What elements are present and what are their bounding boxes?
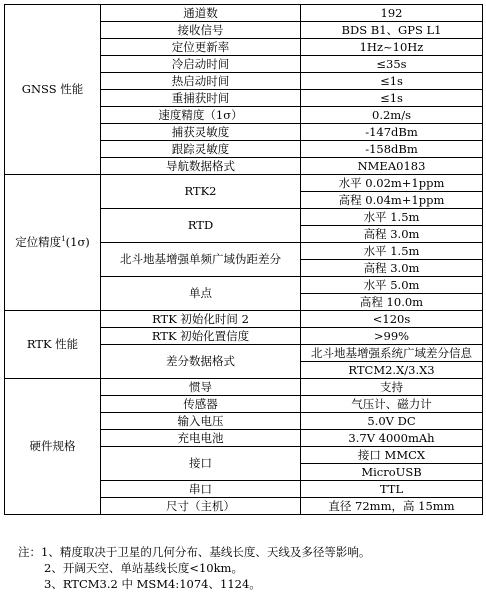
gnss-value: BDS B1、GPS L1 xyxy=(301,22,483,39)
table-row xyxy=(5,5,483,22)
rtk-value: >99% xyxy=(301,328,483,345)
table-row xyxy=(5,311,483,328)
hardware-label: 传感器 xyxy=(101,396,301,413)
gnss-value: -158dBm xyxy=(301,141,483,158)
hardware-value: 气压计、磁力计 xyxy=(301,396,483,413)
rtk-value: RTCM2.X/3.X3 xyxy=(301,362,483,379)
positioning-vertical: 高程 10.0m xyxy=(301,294,483,311)
footnotes xyxy=(18,544,484,592)
gnss-label: 冷启动时间 xyxy=(101,56,301,73)
positioning-horizontal: 水平 0.02m+1ppm xyxy=(301,175,483,192)
rtk-label: RTK 初始化时间 2 xyxy=(101,311,301,328)
positioning-vertical: 高程 3.0m xyxy=(301,226,483,243)
gnss-label: 接收信号 xyxy=(101,22,301,39)
gnss-label: 跟踪灵敏度 xyxy=(101,141,301,158)
table-row xyxy=(5,175,483,192)
positioning-mode: RTD xyxy=(101,209,301,243)
rtk-label: 差分数据格式 xyxy=(101,345,301,379)
hardware-label: 串口 xyxy=(101,481,301,498)
positioning-mode: 单点 xyxy=(101,277,301,311)
hardware-value: MicroUSB xyxy=(301,464,483,481)
gnss-value: 192 xyxy=(301,5,483,22)
positioning-horizontal: 水平 1.5m xyxy=(301,209,483,226)
positioning-vertical: 高程 0.04m+1ppm xyxy=(301,192,483,209)
positioning-horizontal: 水平 1.5m xyxy=(301,243,483,260)
spec-table xyxy=(4,4,483,515)
positioning-mode: 北斗地基增强单频广域伪距差分 xyxy=(101,243,301,277)
hardware-label: 输入电压 xyxy=(101,413,301,430)
gnss-label: 导航数据格式 xyxy=(101,158,301,175)
gnss-label: 通道数 xyxy=(101,5,301,22)
hardware-label: 接口 xyxy=(101,447,301,481)
footnote-line: 注：1、精度取决于卫星的几何分布、基线长度、天线及多径等影响。 xyxy=(18,545,371,559)
table-row xyxy=(5,379,483,396)
hardware-value: 5.0V DC xyxy=(301,413,483,430)
gnss-value: ≤35s xyxy=(301,56,483,73)
section-positioning xyxy=(5,175,101,311)
gnss-value: ≤1s xyxy=(301,90,483,107)
positioning-horizontal: 水平 5.0m xyxy=(301,277,483,294)
rtk-value: <120s xyxy=(301,311,483,328)
gnss-value: 0.2m/s xyxy=(301,107,483,124)
positioning-vertical: 高程 3.0m xyxy=(301,260,483,277)
gnss-label: 重捕获时间 xyxy=(101,90,301,107)
footnote-line: 2、开阔天空、单站基线长度<10km。 xyxy=(44,561,243,575)
gnss-value: ≤1s xyxy=(301,73,483,90)
section-positioning-label: 定位精度 xyxy=(15,235,62,249)
section-hardware: 硬件规格 xyxy=(5,379,101,515)
gnss-value: NMEA0183 xyxy=(301,158,483,175)
hardware-value: TTL xyxy=(301,481,483,498)
gnss-value: -147dBm xyxy=(301,124,483,141)
gnss-label: 热启动时间 xyxy=(101,73,301,90)
rtk-label: RTK 初始化置信度 xyxy=(101,328,301,345)
rtk-value: 北斗地基增强系统广域差分信息 xyxy=(301,345,483,362)
hardware-value: 支持 xyxy=(301,379,483,396)
hardware-label: 充电电池 xyxy=(101,430,301,447)
footnote-marker: 1 xyxy=(61,235,66,243)
section-positioning-sigma: (1σ) xyxy=(65,235,90,249)
gnss-label: 捕获灵敏度 xyxy=(101,124,301,141)
hardware-value: 接口 MMCX xyxy=(301,447,483,464)
hardware-value: 3.7V 4000mAh xyxy=(301,430,483,447)
section-rtk: RTK 性能 xyxy=(5,311,101,379)
positioning-mode: RTK2 xyxy=(101,175,301,209)
gnss-label: 速度精度（1σ） xyxy=(101,107,301,124)
hardware-label: 尺寸（主机） xyxy=(101,498,301,515)
footnote-line: 3、RTCM3.2 中 MSM4:1074、1124。 xyxy=(44,577,261,591)
gnss-label: 定位更新率 xyxy=(101,39,301,56)
section-gnss: GNSS 性能 xyxy=(5,5,101,175)
hardware-value: 直径 72mm，高 15mm xyxy=(301,498,483,515)
hardware-label: 惯导 xyxy=(101,379,301,396)
gnss-value: 1Hz~10Hz xyxy=(301,39,483,56)
